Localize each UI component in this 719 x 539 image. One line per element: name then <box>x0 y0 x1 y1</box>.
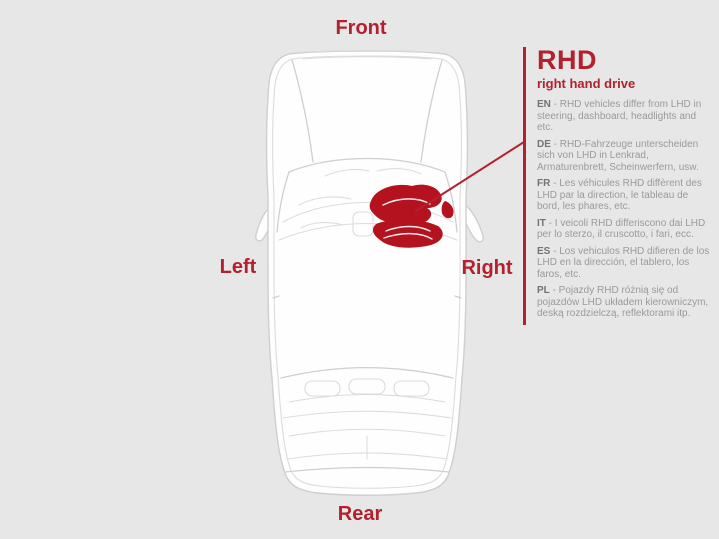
lang-entry-pl <box>537 285 711 320</box>
lang-entry-it <box>537 218 711 241</box>
car-body-outline <box>267 51 468 495</box>
lang-code: ES <box>537 245 551 257</box>
front-label: Front <box>335 17 387 39</box>
left-label: Left <box>219 256 257 278</box>
lang-code: PL <box>537 285 550 296</box>
lang-code: FR <box>537 178 551 189</box>
lang-text: - I veicoli RHD differiscono dai LHD per lo sterzo, il cruscotto, i fari, ecc. <box>537 217 706 240</box>
right-label: Right <box>461 257 513 279</box>
car-drawing <box>256 51 483 496</box>
lang-text: - RHD vehicles differ from LHD in steering, dashboard, headlights and etc. <box>537 99 702 133</box>
lang-entry-fr <box>537 178 711 213</box>
rhd-info-panel <box>523 47 711 325</box>
rear-label: Rear <box>337 503 383 525</box>
lang-text: - Les véhicules RHD diffèrent des LHD par la direction, le tableau de bord, les phares, etc. <box>537 178 702 212</box>
lang-code: EN <box>537 99 551 110</box>
panel-title: RHD <box>537 45 597 75</box>
panel-subtitle: right hand drive <box>537 76 636 91</box>
lang-entry-de <box>537 139 711 174</box>
lang-text: - Los vehiculos RHD difieren de los LHD en la dirección, el tablero, los faros, etc. <box>537 245 710 280</box>
lang-code: IT <box>537 217 546 229</box>
lang-entry-en <box>537 99 711 134</box>
lang-text: - RHD-Fahrzeuge unterscheiden sich von LHD in Lenkrad, Armaturenbrett, Scheinwerfern, usw. <box>537 138 699 173</box>
lang-code: DE <box>537 138 551 150</box>
lang-entry-es <box>537 246 711 281</box>
lang-text: - Pojazdy RHD różnią się od pojazdów LHD układem kierowniczym, deską rozdzielczą, reflektorami itp. <box>537 285 709 319</box>
